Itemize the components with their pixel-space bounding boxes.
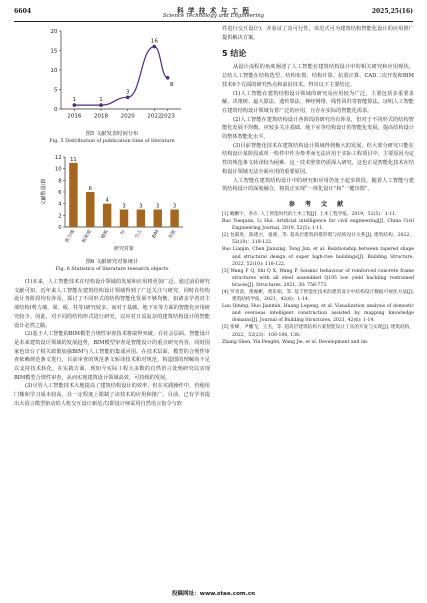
conclusion-paragraph-4: (3)目前智能化技术在建筑结构设计领域得到极大的发展，但大部分研究只能在结构设计某阶段或单一构件中作为参考而无法应用于实际工程项目中，主要原因为定性的规范条文转译较为困难。这一技术壁垒仍需深入研究，这也正是智能化技术在结构设计领域无法全面应用的重要原因。 (222, 142, 414, 175)
x-tick-label: 其他 (168, 229, 178, 240)
y-tick-label: 0 (53, 107, 58, 113)
data-point (126, 96, 130, 100)
bar (154, 210, 162, 228)
x-tick-label: 楼板 (100, 229, 110, 240)
data-label: 6 (88, 186, 92, 192)
y-tick-label: 15 (50, 48, 58, 55)
series-line (74, 47, 167, 106)
data-label: 16 (150, 38, 158, 45)
submission-url-footer: 投稿网址：www.stae.com.cn (171, 591, 256, 597)
research-objects-bar-chart (39, 151, 189, 253)
reference-item: Bao Yuequan, Li Hui. Artificial intelligence for civil engineering[J]. China Civil Engineering Journal, 2019, 52(5): 1-11. (222, 219, 414, 232)
reference-item: [2] 包联进，陈建兴，童骏，等. 超高层建筑斜塔形塔与结构设计关系[J]. 建筑结构，2022，52(10)：118-122. (222, 233, 414, 246)
discussion-continuation: 件进行交互设计)，并验证了其可行性，该范式可为建筑结构智能化设计的应用推广提供解决方案。 (222, 26, 414, 41)
x-tick-label: 节点 (134, 229, 144, 240)
conclusion-paragraph-2: (1)人工智能在建筑结构设计领域的研究及应用较为广泛，主要包括多重要求解、决策树、最大算法、遗传算法、神经网络、线性回归等智能算法。证明人工智能在建筑结构设计领域有着广泛的应用，且存在实际的智能化需求。 (222, 90, 414, 114)
reference-item: [3] Wang F Q, Shi Q X, Wang P. Seismic behaviour of reinforced concrete frame structures with all steel assembled Q195 low yield buckling restrained braces[J]. Structures, 2021, 30: 756-773. (222, 268, 414, 288)
bar (69, 163, 77, 227)
issue-info: 2025,25(16) (371, 8, 413, 15)
y-tick-label: 5 (53, 87, 58, 94)
right-column (222, 25, 414, 346)
bar (170, 210, 178, 228)
x-tick-label: BIM (151, 229, 161, 240)
data-point (166, 76, 170, 80)
bar (120, 210, 128, 228)
reference-item: [5] 张峰，尹鹏飞，王杰，等. 超高层建筑结构方案智能设计工具的开发与实现[J]. 建筑结构，2022，52(23)：100-106, 138. (222, 325, 414, 338)
data-label: 3 (122, 203, 126, 210)
y-tick-label: 8 (58, 178, 62, 185)
bar (137, 210, 145, 228)
header-rule (14, 21, 413, 22)
reference-item: Luo Qining, Huo Jianmin, Huang Lepeng, et al. Visualization analysis of domestic and overseas intelligent construction assisted by mapping knowledge domains[J]. Journal of Building Structures, 2021, 42(6): 1-14. (222, 304, 414, 324)
y-tick-label: 4 (58, 201, 62, 208)
data-label: 8 (169, 81, 174, 88)
x-tick-label: 2018 (93, 113, 109, 120)
x-tick-label: 框架梁 (81, 229, 94, 244)
discussion-text (14, 278, 210, 409)
y-tick-label: 12 (54, 155, 62, 161)
x-axis-label: 研究对象 (113, 246, 135, 252)
y-tick-label: 6 (58, 190, 62, 196)
bar (103, 204, 111, 227)
figure-6 (39, 151, 189, 257)
figure-6-caption-zh: 图6 文献研究对象统计 (85, 259, 139, 265)
reference-item: Zhang Shen, Yin Pengfei, Wang Jie, et al. Development and im- (222, 339, 369, 345)
figure-5-caption-en: Fig. 5 Distribution of publication time of literature (49, 138, 175, 144)
y-tick-label: 10 (50, 68, 58, 74)
data-label: 3 (172, 203, 177, 210)
x-tick-label: 2020 (120, 113, 135, 120)
data-point (99, 103, 103, 107)
figure-5 (39, 25, 189, 129)
figure-6-caption-en: Fig. 6 Statistics of literature research objects (55, 266, 169, 272)
conclusion-paragraph-5: 人工智能在建筑结构设计中的研究和应用仍处于起步阶段，随着人工智能与建筑结构设计的深度融合，将真正实现“一体化设计”和“一键出图”。 (222, 177, 414, 193)
x-tick-label: 2016 (67, 113, 82, 120)
y-tick-label: 10 (54, 166, 62, 173)
reference-item: Bao Lianjin, Chen Jianxing, Tong Jun, et al. Relationship between tapered shape and structural design of super high-rise buildings[J]. Building Structure, 2022, 52(10): 118-122. (222, 247, 414, 267)
y-tick-label: 20 (50, 29, 58, 35)
journal-title-zh: 科 学 技 术 与 工 程 (177, 7, 250, 15)
reference-list (222, 211, 414, 346)
data-label: 1 (72, 97, 77, 104)
reference-item: [4] 罗青清，黄俊彬，黄乐娟，等. 基于智能化技术的建筑设计中结构设计数据可视化方法[J]. 建筑结构学报，2021，42(6)：1-14. (222, 289, 414, 303)
conclusion-paragraph-1: 从设计流程的角度阐述了人工智能在建筑结构设计中的相关研究和应用现状，总结人工智能在结构选型、结构布置、结构计算、抗震计算、CAD二次开发和BIM技术6个方面的研究热点和前沿技术。得出以下主要结论。 (222, 64, 414, 88)
discussion-paragraph-2: (2)基于人工智能的BIM模型合规性审查技术将取得突破。在社会层面，智能设计是未来建筑设计领域的发展趋势，BIM模型审查是智能设计的重点研究内容，同时国家也出台了相关政策加强BIM与人工智能的集成应用。在技术层面，模型的合规性审查依赖规范条文进行，目前审查的规范条文转译技术和对规范、构造图的理解尚不足以支持技术转化，在实践方面，现如今实际工程大多数的自然语言处理研究以实现BIM模型合规性审查，从而实现建筑设计领域高效、可持续的发展。 (14, 331, 210, 381)
references-heading: 参 考 文 献 (288, 200, 348, 208)
x-tick-label: 2023 (160, 113, 175, 120)
publication-time-line-chart (39, 25, 189, 125)
discussion-paragraph-1: (1)未来，人工智能技术在结构设计领域的发展和应用将更加广泛。通过前沿研究文献可知，近年来人工智能在建筑结构设计领域得到了广泛关注与研究，同时在结构设计各阶段均有涉及，探讨了不同形式的结构智能化发展不够均衡，如诸多学者对主部结构(剪力墙、梁、板、柱等)研究较多，而对于基础、地下室等方面的智能化应用研究较少。因此，对不同的结构形式进行研究，以应对日益复杂的建筑结构设计的智能设计必然之路。 (14, 279, 210, 329)
data-label: 3 (139, 203, 143, 210)
data-label: 11 (70, 156, 77, 163)
bar (86, 192, 94, 227)
x-tick-label: 2022 (147, 113, 162, 120)
data-label: 1 (99, 97, 103, 104)
data-label: 4 (105, 197, 109, 204)
conclusion-paragraph-3: (2)人工智能在建筑结构设计各阶段的研究均有涉及，但对于不同形式的结构智能化发展不均衡。应较多关注基础、地下室等结构设计的智能化发展，提高结构设计的整体智能化水平。 (222, 116, 414, 141)
conclusion-heading: 5 结论 (222, 49, 247, 59)
y-axis-label: 文献数量/篇 (41, 178, 47, 206)
figure-5-caption-zh: 图5 文献发表时间分布 (85, 131, 139, 137)
page-number: 6604 (14, 8, 32, 15)
reference-item: [1] 鲍鹏宇，李垚. 人工智能时代的土木工程[J]. 土木工程学报，2019，52(5)：1-11. (222, 211, 397, 217)
discussion-paragraph-3: (3)尽管人工智能技术大地提高了建筑结构设计的效率，但在实践操作中，仍使用门槛和学习成本较高，在一定程度上限制了该技术的应用和推广。目前，已有学者提出大语言模型驱动的人机交互设计新范式(即设计师采用自然语言指令与软 (14, 383, 210, 407)
y-tick-label: 0 (58, 225, 62, 231)
x-tick-label: 剪力墙 (64, 229, 77, 244)
left-column (14, 25, 210, 409)
data-label: 3 (156, 203, 160, 210)
data-point (73, 103, 77, 107)
journal-title-en: Science Technology and Engineering (162, 13, 265, 19)
data-label: 3 (125, 89, 130, 96)
data-point (153, 45, 157, 49)
x-tick-label: 柱 (120, 229, 127, 236)
y-tick-label: 2 (58, 213, 62, 220)
